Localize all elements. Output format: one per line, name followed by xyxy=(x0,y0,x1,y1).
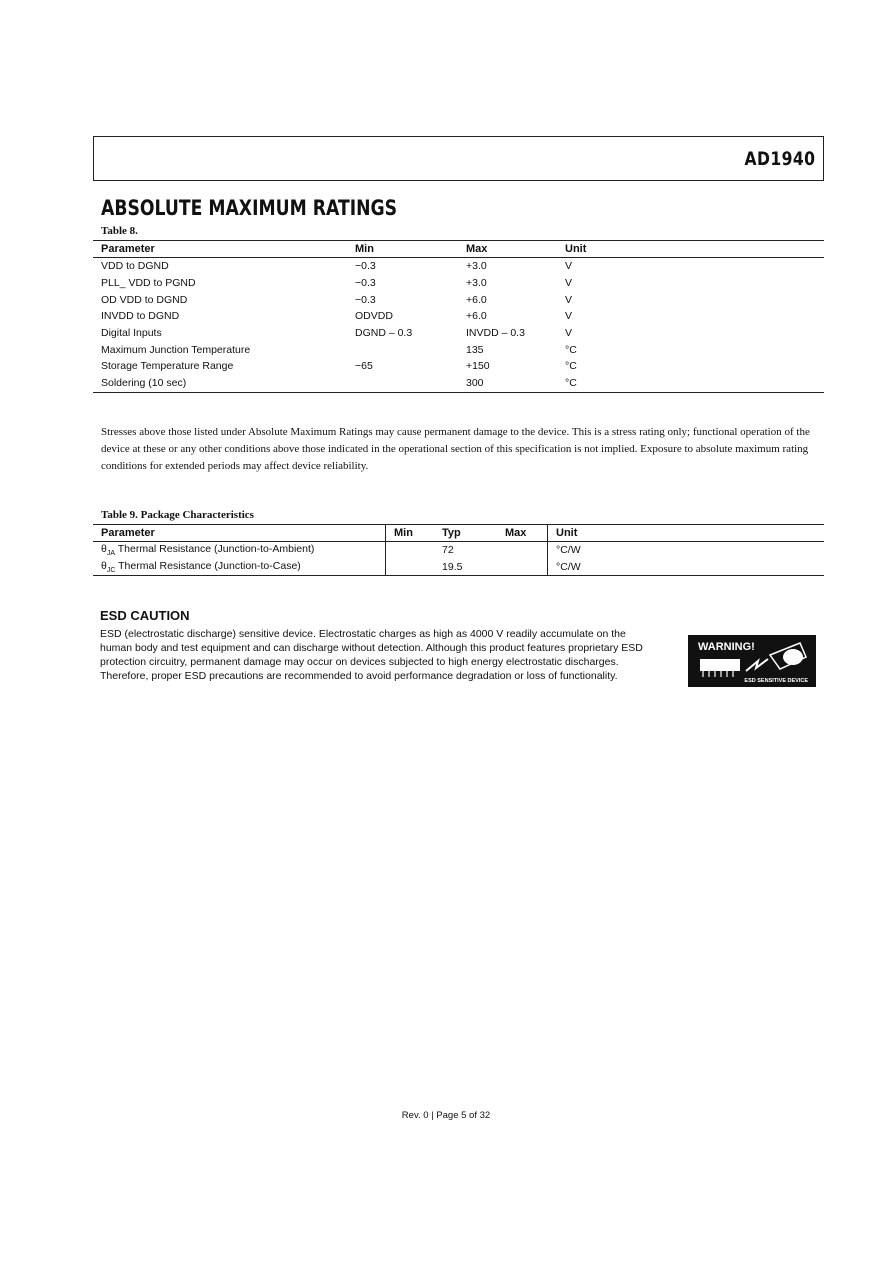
table-cell: Soldering (10 sec) xyxy=(93,375,347,392)
table9-caption: Table 9. Package Characteristics xyxy=(101,509,254,521)
table9-col-parameter: Parameter xyxy=(93,525,386,542)
theta-symbol: θ xyxy=(101,543,107,556)
table-cell: −0.3 xyxy=(355,293,376,306)
part-number: AD1940 xyxy=(744,148,815,170)
table-cell: V xyxy=(565,293,573,306)
table-cell: V xyxy=(565,310,573,323)
table-cell-parameter xyxy=(93,542,386,559)
parameter-label: Thermal Resistance (Junction-to-Case) xyxy=(115,559,301,572)
table-cell: +150 xyxy=(466,360,490,373)
table-cell-min xyxy=(386,559,435,576)
table-row xyxy=(93,341,824,358)
table-row xyxy=(93,325,824,342)
table8-header-row xyxy=(93,241,824,258)
table-row xyxy=(93,375,824,392)
table9-col-min: Min xyxy=(386,525,435,542)
table8-col-unit: Unit xyxy=(557,241,824,258)
stress-disclaimer: Stresses above those listed under Absolute Maximum Ratings may cause permanent damage to the device. This is a stress rating only; functional operation of the device at these or any other conditions above those indicated in the operational section of this specification is not implied. Exposure to absolute maximum rating conditions for extended periods may affect device reliability. xyxy=(101,426,810,472)
table8-col-min: Min xyxy=(347,241,458,258)
table-row xyxy=(93,291,824,308)
table-cell: DGND – 0.3 xyxy=(355,327,413,340)
table-cell-max xyxy=(497,559,548,576)
table-cell: −65 xyxy=(355,360,373,373)
page-footer: Rev. 0 | Page 5 of 32 xyxy=(401,1110,491,1121)
table-cell: +6.0 xyxy=(466,310,487,323)
table-cell: V xyxy=(565,277,573,290)
table-row xyxy=(93,308,824,325)
table8-col-parameter: Parameter xyxy=(93,241,347,258)
table-cell xyxy=(347,341,458,358)
table-cell: INVDD – 0.3 xyxy=(466,327,525,340)
table-cell: Digital Inputs xyxy=(101,327,162,340)
theta-symbol: θ xyxy=(101,559,107,572)
table-cell: V xyxy=(565,260,573,273)
table-cell: °C xyxy=(565,343,577,356)
table-cell: −0.3 xyxy=(355,260,376,273)
table9-col-typ: Typ xyxy=(434,525,497,542)
table8 xyxy=(93,240,824,393)
table-cell: V xyxy=(565,327,573,340)
table-cell: +6.0 xyxy=(466,293,487,306)
table-row xyxy=(93,358,824,375)
table-cell: °C xyxy=(565,360,577,373)
table-cell: INVDD to DGND xyxy=(101,310,180,323)
table-cell-unit: °C/W xyxy=(556,544,581,557)
esd-warning-logo xyxy=(688,635,816,687)
table-cell: °C xyxy=(557,375,824,392)
theta-subscript: JC xyxy=(106,567,116,575)
table9-col-unit: Unit xyxy=(548,525,825,542)
table8-caption: Table 8. xyxy=(101,225,138,237)
table-cell-parameter xyxy=(93,559,386,576)
table-row xyxy=(93,542,824,559)
page-header xyxy=(93,136,824,181)
table8-col-max: Max xyxy=(458,241,557,258)
table-cell: Storage Temperature Range xyxy=(101,360,234,373)
table-cell: 300 xyxy=(458,375,557,392)
table-cell-typ: 72 xyxy=(442,544,454,557)
table-cell-unit: °C/W xyxy=(548,559,825,576)
table-cell: 135 xyxy=(466,343,484,356)
table-cell-typ: 19.5 xyxy=(434,559,497,576)
table9-col-max: Max xyxy=(497,525,548,542)
table-cell: OD VDD to DGND xyxy=(101,293,188,306)
table-cell xyxy=(347,375,458,392)
table-row xyxy=(93,275,824,292)
table-cell: ODVDD xyxy=(355,310,393,323)
table9-body xyxy=(93,542,824,576)
table-cell: +3.0 xyxy=(466,277,487,290)
esd-caution-text: ESD (electrostatic discharge) sensitive device. Electrostatic charges as high as 4000 V readily accumulate on the human body and test equipment and can discharge without detection. Although this product features proprietary ESD protection circuitry, permanent damage may occur on devices subjected to high energy electrostatic discharges. Therefore, proper ESD precautions are recommended to avoid performance degradation or loss of functionality. xyxy=(100,628,643,682)
table-row xyxy=(93,258,824,275)
table-cell-max xyxy=(497,542,548,559)
warning-sublabel: ESD SENSITIVE DEVICE xyxy=(744,678,808,684)
table8-body xyxy=(93,258,824,393)
table-cell: PLL_ VDD to PGND xyxy=(101,277,196,290)
parameter-label: Thermal Resistance (Junction-to-Ambient) xyxy=(115,543,315,556)
warning-label: WARNING! xyxy=(698,641,755,653)
table-cell: +3.0 xyxy=(466,260,487,273)
table-cell-min xyxy=(386,542,435,559)
theta-subscript: JA xyxy=(106,550,116,558)
table9 xyxy=(93,524,824,576)
section-title: ABSOLUTE MAXIMUM RATINGS xyxy=(101,196,398,220)
table-cell: VDD to DGND xyxy=(101,260,169,273)
table9-header-row xyxy=(93,525,824,542)
table-cell: −0.3 xyxy=(355,277,376,290)
table-cell: Maximum Junction Temperature xyxy=(101,343,251,356)
esd-caution-title: ESD CAUTION xyxy=(100,608,190,623)
table-row xyxy=(93,559,824,576)
